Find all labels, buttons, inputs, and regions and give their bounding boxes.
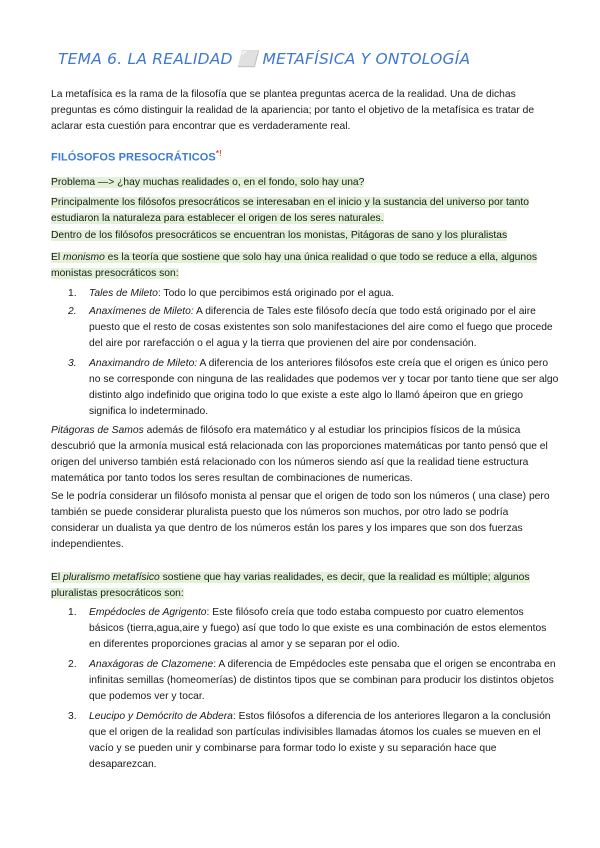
list-number: 2. (68, 659, 77, 670)
philosopher-text: : Este filósofo creía que todo estaba compuesto por cuatro elementos básicos (tierra,agua,aire y fuego) así que todo lo que existe es una combinación de estos elementos en diferentes proporciones gracias al amor y se separan por el odio. (89, 607, 547, 650)
philosopher-name: Tales de Mileto (89, 288, 158, 299)
philosopher-name: Anaximandro de Mileto: (89, 358, 198, 369)
list-item (51, 709, 559, 773)
list-number: 1. (68, 607, 77, 618)
philosopher-name: Empédocles de Agrigento (89, 607, 207, 618)
list-number: 3. (68, 711, 77, 722)
pluralistas-list (51, 605, 559, 773)
pluralismo-post: sostiene que hay varias realidades, es decir, que la realidad es múltiple; algunos pluralistas presocráticos son: (51, 572, 530, 599)
monista-note-paragraph: Se le podría considerar un filósofo monista al pensar que el origen de todo son los números ( una clase) pero también se puede considerar pluralista puesto que los números son muchos, por otro lado se podría considerar un dualista ya que dentro de los números están los pares y los impares que son dos fuerzas independientes. (51, 491, 550, 550)
page-title: TEMA 6. LA REALIDAD ⬜ METAFÍSICA Y ONTOLOGÍA (58, 50, 471, 68)
dentro-text: Dentro de los filósofos presocráticos se encuentran los monistas, Pitágoras de sano y los pluralistas (51, 230, 508, 241)
section-heading (51, 149, 222, 164)
list-item (51, 286, 559, 302)
list-item (51, 356, 559, 420)
monismo-term: monismo (63, 252, 105, 263)
pitagoras-name: Pitágoras de Samos (51, 425, 144, 436)
philosopher-text: : A diferencia de Empédocles este pensaba que el origen se encontraba en infinitas semillas (homeomerías) de distintos tipos que se combinan para producir los distintos objetos que podemos ver y tocar. (89, 659, 556, 702)
philosopher-name: Anaxímenes de Mileto: (89, 306, 194, 317)
list-number: 2. (68, 306, 77, 317)
monistas-list (51, 286, 559, 420)
section-heading-text: FILÓSOFOS PRESOCRÁTICOS (51, 151, 216, 164)
philosopher-name: Anaxágoras de Clazomene (89, 659, 214, 670)
list-item (51, 657, 559, 705)
pitagoras-paragraph (51, 423, 559, 487)
philosopher-text: A diferencia de Tales este filósofo decía que todo está originado por el aire puesto que el resto de cosas existentes son solo manifestaciones del aire como el fuego que procede del aire por rarefacción o el agua y la tierra que provienen del aire por condensación. (89, 306, 553, 349)
philosopher-text: A diferencia de los anteriores filósofos este creía que el origen es único pero no se corresponde con ninguna de las realidades que podemos ver y tocar por tanto tiene que ser algo distinto algo indefinido que origina todo lo que existe a este algo lo llamó ápeiron que en griego significa lo indeterminado. (89, 358, 559, 417)
intro-paragraph: La metafísica es la rama de la filosofía que se plantea preguntas acerca de la realidad. Una de dichas preguntas es cómo distinguir la realidad de la apariencia; por tanto el objetivo de la metafísica es tratar de aclarar esta cuestión para encontrar que es verdaderamente real. (51, 89, 535, 132)
pluralismo-pre: El (51, 572, 64, 583)
list-item (51, 304, 559, 352)
dentro-line (51, 228, 559, 244)
philosopher-text: : Todo lo que percibimos está originado por el agua. (157, 288, 395, 299)
principal-paragraph (51, 195, 559, 227)
problem-line (51, 175, 559, 191)
heading-mark: *! (215, 149, 222, 158)
pluralismo-term: pluralismo metafísico (63, 572, 160, 583)
monismo-post: es la teoría que sostiene que solo hay una única realidad o que todo se reduce a ella, algunos monistas presocráticos son: (51, 252, 538, 279)
list-number: 1. (68, 288, 77, 299)
monismo-paragraph (51, 250, 559, 282)
philosopher-name: Leucipo y Demócrito de Abdera (89, 711, 233, 722)
monismo-pre: El (51, 252, 64, 263)
pluralismo-paragraph (51, 570, 559, 602)
list-number: 3. (68, 358, 77, 369)
principal-text: Principalmente los filósofos presocráticos se interesaban en el inicio y la sustancia del universo por tanto estudiaron la naturaleza para establecer el origen de los seres naturales. (51, 197, 529, 224)
problem-text: Problema —> ¿hay muchas realidades o, en el fondo, solo hay una? (51, 177, 365, 188)
philosopher-text: : Estos filósofos a diferencia de los anteriores llegaron a la conclusión que el origen de la realidad son partículas indivisibles llamadas átomos los cuales se mueven en el vacío y se pueden unir y combinarse para formar todo lo existe y su separación hace que desaparezcan. (89, 711, 551, 770)
list-item (51, 605, 559, 653)
pitagoras-text: además de filósofo era matemático y al estudiar los principios físicos de la música descubrió que la armonía musical está relacionada con las proporciones matemáticas por tanto pensó que el origen del universo también está relacionado con los números siendo así que la realidad tiene estructura matemática por tanto todos los seres resultan de combinaciones de numericas. (51, 425, 548, 484)
